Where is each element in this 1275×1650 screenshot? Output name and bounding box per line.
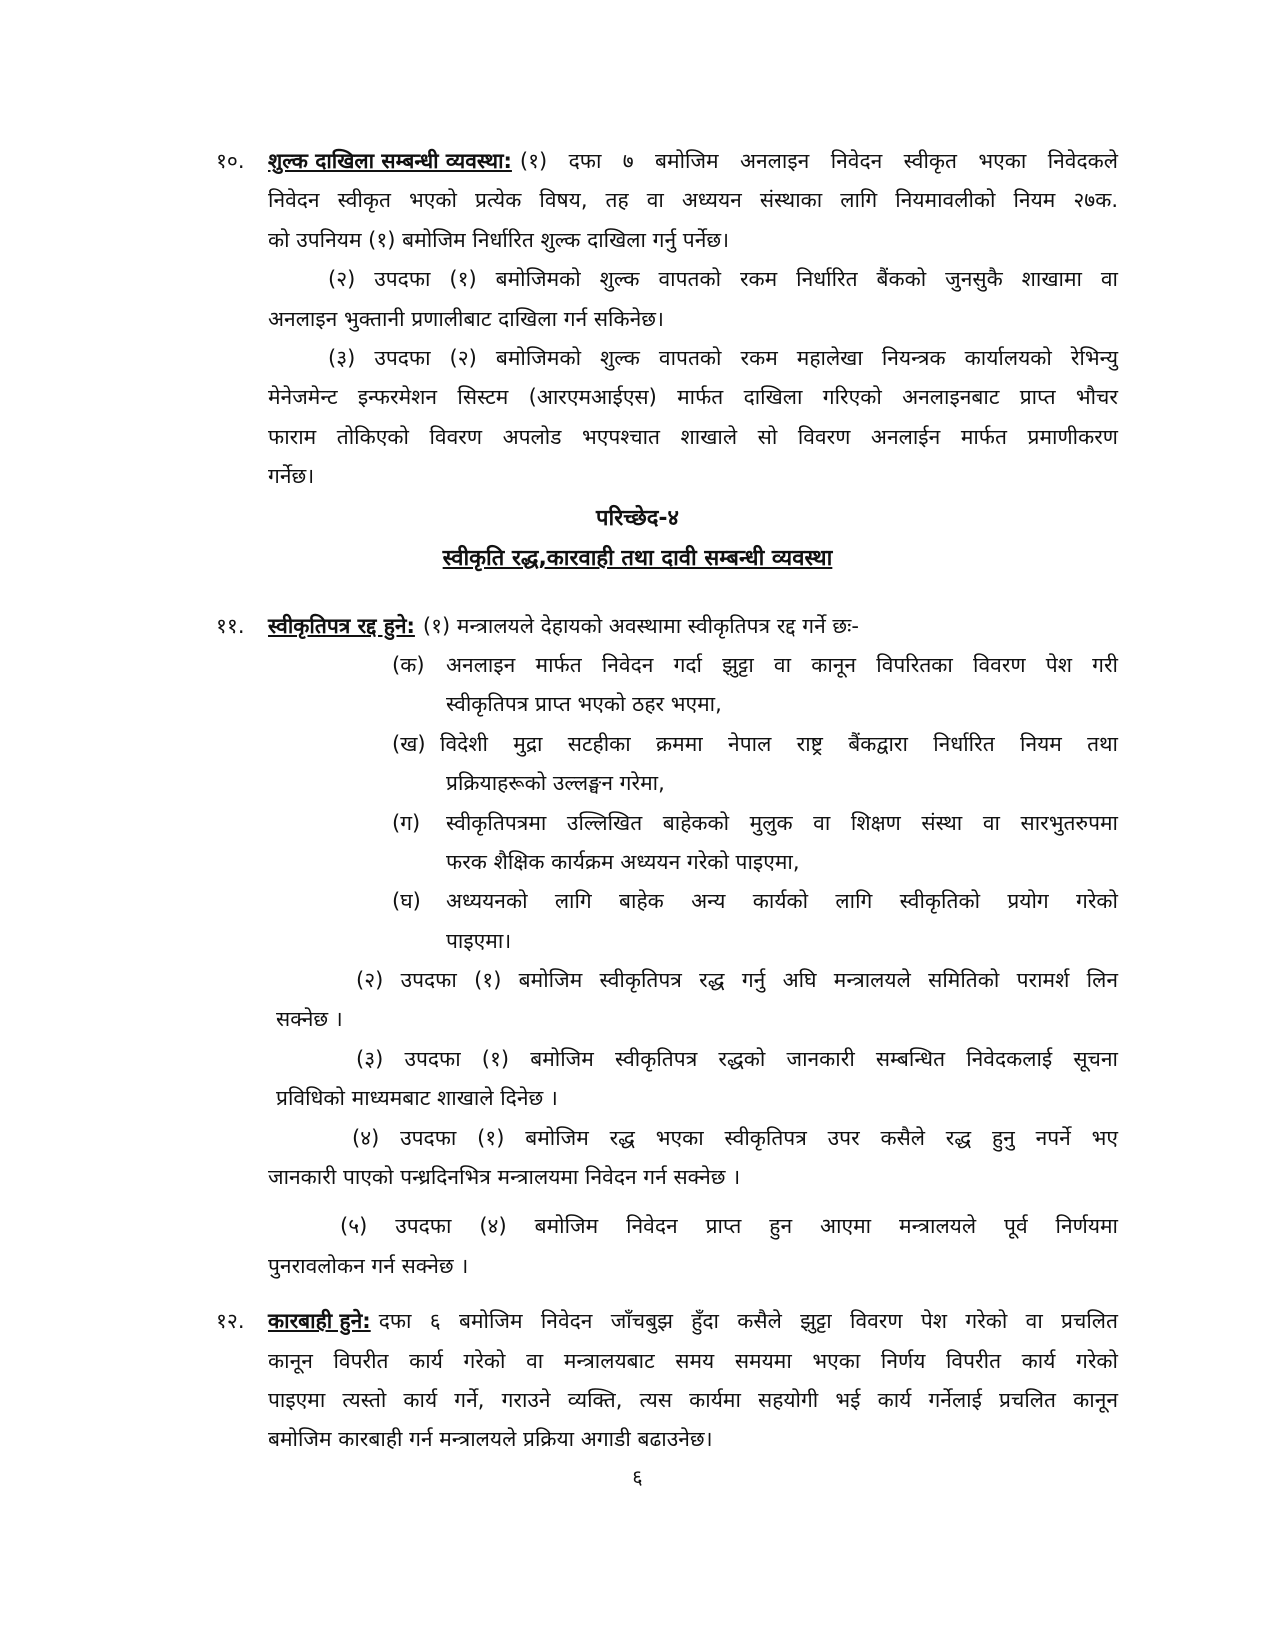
clause-ka-label: (क) [392, 653, 425, 677]
clause-ga-line-2: फरक शैक्षिक कार्यक्रम अध्ययन गरेको पाइएमा, [446, 850, 800, 874]
section-11-intro: (१) मन्त्रालयले देहायको अवस्थामा स्वीकृतिपत्र रद्द गर्ने छः- [422, 614, 859, 638]
clause-ga-line-1: स्वीकृतिपत्रमा उल्लिखित बाहेकको मुलुक वा शिक्षण संस्था वा सारभुतरुपमा [446, 811, 1118, 835]
section-11-heading: स्वीकृतिपत्र रद्द हुने: [268, 614, 415, 638]
clause-kha-label: (ख) [392, 732, 426, 756]
section-12-line-4: बमोजिम कारबाही गर्न मन्त्रालयले प्रक्रिया अगाडी बढाउनेछ। [268, 1427, 713, 1451]
clause-kha-line-2: प्रक्रियाहरूको उल्लङ्घन गरेमा, [446, 771, 665, 795]
section-12-line-2: कानून विपरीत कार्य गरेको वा मन्त्रालयबाट समय समयमा भएका निर्णय विपरीत कार्य गरेको [268, 1349, 1118, 1373]
section-10-para-2-line-1: (२) उपदफा (१) बमोजिमको शुल्क वापतको रकम निर्धारित बैंकको जुनसुकै शाखामा वा [328, 267, 1118, 291]
section-10-para-2-line-2: अनलाइन भुक्तानी प्रणालीबाट दाखिला गर्न सकिनेछ। [268, 307, 664, 331]
clause-ka-line-1: अनलाइन मार्फत निवेदन गर्दा झुट्टा वा कानून विपरितका विवरण पेश गरी [446, 653, 1118, 677]
section-10-line-3: को उपनियम (१) बमोजिम निर्धारित शुल्क दाखिला गर्नु पर्नेछ। [268, 228, 730, 252]
section-11-number: ११. [216, 614, 245, 638]
chapter-subtitle: स्वीकृति रद्ध,कारवाही तथा दावी सम्बन्धी व्यवस्था [442, 546, 833, 571]
section-10-line-1: (१) दफा ७ बमोजिम अनलाइन निवेदन स्वीकृत भएका निवेदकले [519, 149, 1118, 173]
section-11-para-5-line-2: पुनरावलोकन गर्न सक्नेछ । [268, 1254, 469, 1278]
section-11-para-2-line-1: (२) उपदफा (१) बमोजिम स्वीकृतिपत्र रद्ध गर्नु अघि मन्त्रालयले समितिको परामर्श लिन [356, 968, 1118, 992]
section-11-para-5-line-1: (५) उपदफा (४) बमोजिम निवेदन प्राप्त हुन आएमा मन्त्रालयले पूर्व निर्णयमा [340, 1214, 1118, 1238]
section-12-line-3: पाइएमा त्यस्तो कार्य गर्ने, गराउने व्यक्ति, त्यस कार्यमा सहयोगी भई कार्य गर्नेलाई प्रचलित कानून [268, 1388, 1118, 1412]
section-10-number: १०. [216, 149, 245, 173]
section-11-para-3-line-2: प्रविधिको माध्यमबाट शाखाले दिनेछ । [276, 1086, 558, 1110]
section-10-heading: शुल्क दाखिला सम्बन्धी व्यवस्था: [268, 149, 512, 173]
clause-gha-label: (घ) [392, 889, 421, 913]
section-10-para-3-line-2: मेनेजमेन्ट इन्फरमेशन सिस्टम (आरएमआईएस) मार्फत दाखिला गरिएको अनलाइनबाट प्राप्त भौचर [268, 385, 1118, 409]
section-12-number: १२. [216, 1309, 245, 1333]
page-number: ६ [632, 1465, 643, 1489]
section-11-para-3-line-1: (३) उपदफा (१) बमोजिम स्वीकृतिपत्र रद्धको जानकारी सम्बन्धित निवेदकलाई सूचना [356, 1047, 1118, 1071]
section-11-para-2-line-2: सक्नेछ । [276, 1007, 343, 1031]
section-12-first-line [268, 1306, 1118, 1336]
clause-ga-label: (ग) [392, 811, 421, 835]
section-10-line-2: निवेदन स्वीकृत भएको प्रत्येक विषय, तह वा अध्ययन संस्थाका लागि नियमावलीको नियम २७क. [268, 188, 1118, 212]
section-10-para-3-line-4: गर्नेछ। [268, 464, 315, 488]
clause-ka-line-2: स्वीकृतिपत्र प्राप्त भएको ठहर भएमा, [446, 692, 722, 716]
section-10-first-line [268, 146, 1118, 176]
section-11-para-4-line-2: जानकारी पाएको पन्ध्रदिनभित्र मन्त्रालयमा निवेदन गर्न सक्नेछ । [268, 1165, 741, 1189]
chapter-title: परिच्छेद-४ [596, 506, 679, 531]
clause-gha-line-1: अध्ययनको लागि बाहेक अन्य कार्यको लागि स्वीकृतिको प्रयोग गरेको [446, 889, 1118, 913]
section-11-para-4-line-1: (४) उपदफा (१) बमोजिम रद्ध भएका स्वीकृतिपत्र उपर कसैले रद्ध हुनु नपर्ने भए [352, 1126, 1118, 1150]
section-10-para-3-line-3: फाराम तोकिएको विवरण अपलोड भएपश्चात शाखाले सो विवरण अनलाईन मार्फत प्रमाणीकरण [268, 425, 1118, 449]
section-10-para-3-line-1: (३) उपदफा (२) बमोजिमको शुल्क वापतको रकम महालेखा नियन्त्रक कार्यालयको रेभिन्यु [328, 346, 1118, 370]
clause-kha-line-1: विदेशी मुद्रा सटहीका क्रममा नेपाल राष्ट्र बैंकद्वारा निर्धारित नियम तथा [440, 732, 1118, 756]
clause-gha-line-2: पाइएमा। [446, 929, 512, 953]
section-12-heading: कारबाही हुने: [268, 1309, 371, 1333]
section-11-first-line [268, 611, 859, 641]
section-12-line-1: दफा ६ बमोजिम निवेदन जाँचबुझ हुँदा कसैले झुट्टा विवरण पेश गरेको वा प्रचलित [378, 1309, 1118, 1333]
